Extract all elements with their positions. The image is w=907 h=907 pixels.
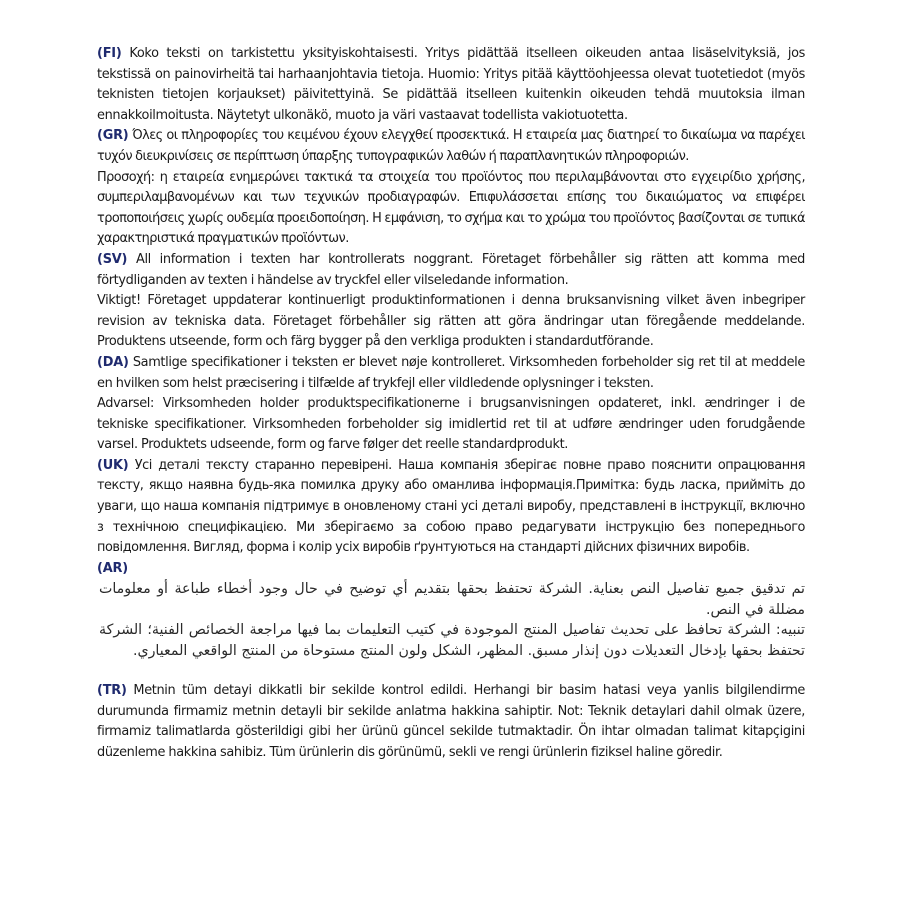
gr-paragraph-2: Προσοχή: η εταιρεία ενημερώνει τακτικά τα στοιχεία του προϊόντος που περιλαμβάνονται στο εγχειρίδιο χρήσης, συμπεριλαμβανομένων και των τεχνικών προδιαγραφών. Επιφυλάσσεται επίσης του δικαιώματος να επιφέρει τροποποιήσεις χωρίς ουδεμία προειδοποίηση. Η εμφάνιση, το σχήμα και το χρώμα του προϊόντος βασίζονται σε τυπικά χαρακτηριστικά πραγματικών προϊόντων. — [97, 169, 805, 247]
ar-language-tag-line — [97, 559, 805, 580]
tr-text: Metnin tüm detayi dikkatli bir sekilde kontrol edildi. Herhangi bir basim hatasi veya yanlis bilgilendirme durumunda firmamiz metnin detayli bir sekilde anlatma hakkina sahiptir. Not: Teknik detaylari dahil olmak üzere, firmamiz talimatlarda gösterildigi gibi her ürünü güncel sekilde tutmaktadir. Ön ihtar olmadan talimat kitapçigini düzenleme hakkina sahibiz. Tüm ürünlerin dis görünümü, sekli ve rengi ürünlerin fiziksel haline göredir. — [97, 683, 805, 760]
tr-language-tag: (TR) — [97, 683, 127, 699]
document-page — [97, 44, 805, 874]
sv-paragraph-1 — [97, 250, 805, 291]
section-tr — [97, 681, 805, 763]
ar-language-tag: (AR) — [97, 560, 128, 576]
section-uk — [97, 456, 805, 559]
gr-language-tag: (GR) — [97, 128, 129, 144]
sv-paragraph-2: Viktigt! Företaget uppdaterar kontinuerligt produktinformationen i denna bruksanvisning vilket även inbegriper revision av tekniska data. Företaget förbehåller sig rätten att göra ändringar utan föregående meddelande. Produktens utseende, form och färg bygger på den verkliga produkten i standardutförande. — [97, 293, 805, 350]
ar-paragraph-2: تنبيه: الشركة تحافظ على تحديث تفاصيل المنتج الموجودة في كتيب التعليمات بما فيها مراجعة الخصائص الفنية؛ الشركة تحتفظ بحقها بإدخال التعديلات دون إنذار مسبق. المظهر، الشكل ولون المنتج مستوحاة من المنتج الواقعي المعياري. — [99, 622, 805, 659]
da-paragraph-1 — [97, 353, 805, 394]
gr-text-1: Όλες οι πληροφορίες του κειμένου έχουν ελεγχθεί προσεκτικά. Η εταιρεία μας διατηρεί το δικαίωμα να παρέχει τυχόν διευκρινίσεις σε περίπτωση ύπαρξης τυπογραφικών λαθών ή παραπλανητικών πληροφοριών. — [97, 128, 805, 164]
section-gr — [97, 126, 805, 250]
sv-language-tag: (SV) — [97, 251, 128, 267]
fi-text: Koko teksti on tarkistettu yksityiskohtaisesti. Yritys pidättää itselleen oikeuden antaa lisäselvityksiä, jos tekstissä on painovirheitä tai harhaanjohtavia tietoja. Huomio: Yritys pitää käyttöohjeessa olevat tuotetiedot (myös teknisten tietojen korjaukset) päivitettyinä. Se pidättää itselleen kuitenkin oikeuden tehdä muutoksia ilman ennakkoilmoitusta. Näytetyt ulkonäkö, muoto ja väri vastaavat todellista vakiotuotetta. — [97, 46, 805, 123]
section-fi — [97, 44, 805, 126]
uk-language-tag: (UK) — [97, 457, 129, 473]
fi-paragraph — [97, 44, 805, 126]
tr-paragraph — [97, 681, 805, 763]
sv-text-1: All information i texten har kontrollerats noggrant. Företaget förbehåller sig rätten att komma med förtydliganden av texten i händelse av tryckfel eller vilseledande information. — [97, 251, 805, 288]
section-ar — [97, 559, 805, 661]
fi-language-tag: (FI) — [97, 46, 122, 61]
da-text-1: Samtlige specifikationer i teksten er blevet nøje kontrolleret. Virksomheden forbeholder sig ret til at meddele en hvilken som helst præcisering i tilfælde af trykfejl eller vildledende oplysninger i teksten. — [97, 354, 805, 391]
section-da — [97, 353, 805, 456]
gr-paragraph-1 — [97, 126, 805, 167]
ar-paragraph-1: تم تدقيق جميع تفاصيل النص بعناية. الشركة تحتفظ بحقها بتقديم أي توضيح في حال وجود أخطاء طباعة أو معلومات مضللة في النص. — [99, 581, 805, 618]
da-language-tag: (DA) — [97, 354, 129, 370]
section-sv — [97, 250, 805, 353]
uk-text: Усі деталі тексту старанно перевірені. Наша компанія зберігає повне право пояснити опрацювання тексту, якщо наявна будь-яка помилка друку або оманлива інформація.Примітка: будь ласка, прийміть до уваги, що наша компанія підтримує в оновленому стані усі деталі виробу, представлені в інструкції, включно з технічною специфікацією. Ми зберігаємо за собою право редагувати інструкцію без попереднього повідомлення. Вигляд, форма і колір усіх виробів ґрунтуються на стандарті дійсних фізичних виробів. — [97, 457, 805, 556]
section-gap — [97, 661, 805, 681]
uk-paragraph — [97, 456, 805, 559]
da-paragraph-2: Advarsel: Virksomheden holder produktspecifikationerne i brugsanvisningen opdateret, inkl. ændringer i de tekniske specifikationer. Virksomheden forbeholder sig imidlertid ret til at udføre ændringer uden forudgående varsel. Produktets udseende, form og farve følger det reelle standardprodukt. — [97, 396, 805, 453]
